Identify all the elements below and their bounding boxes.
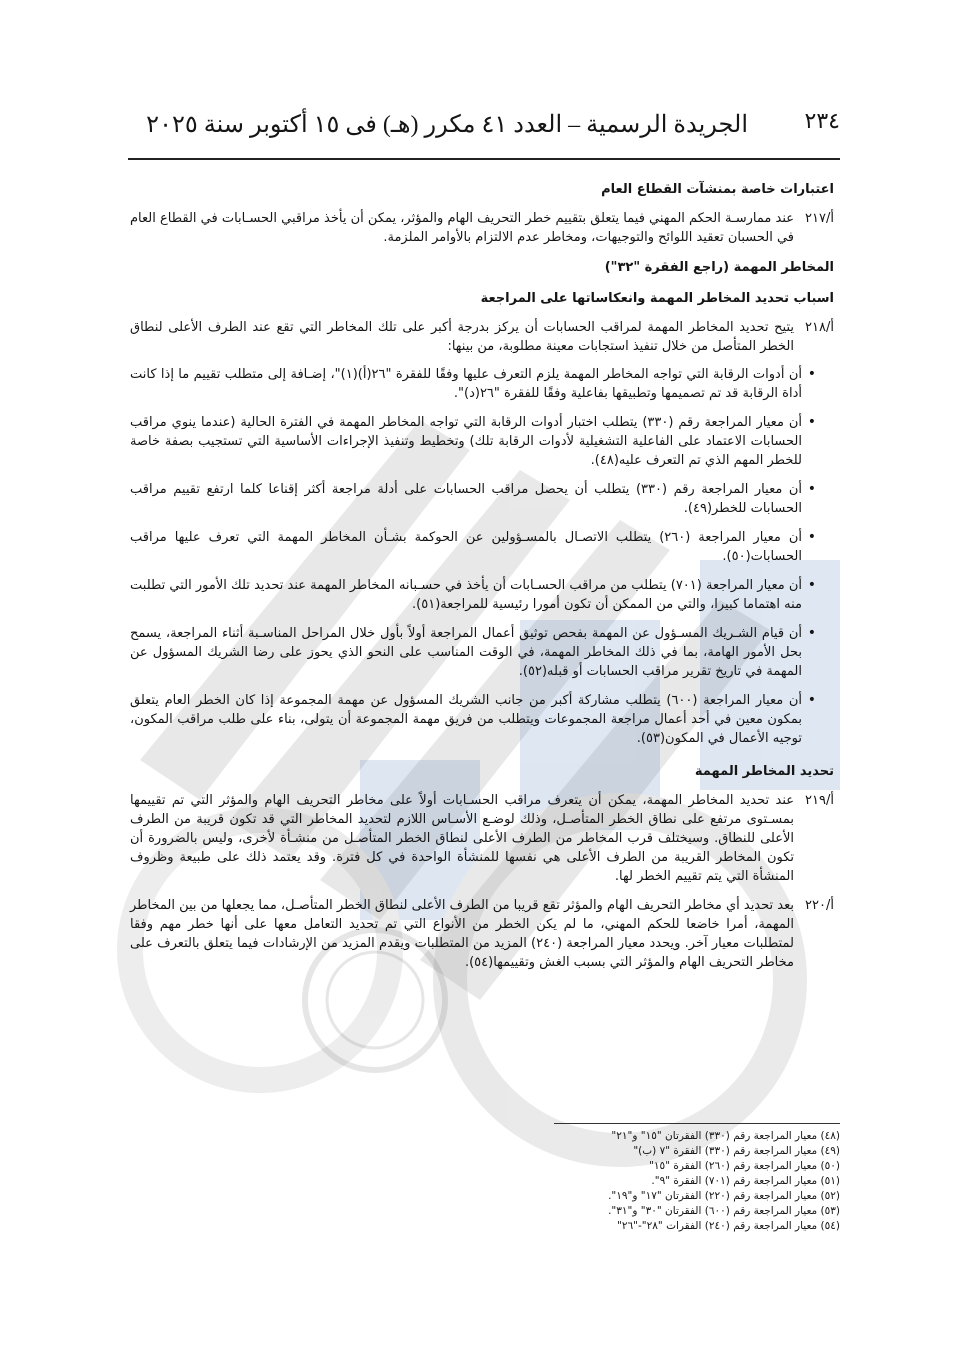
gazette-title: الجريدة الرسمية – العدد ٤١ مكرر (هـ) فى ١٥ أكتوبر سنة ٢٠٢٥ <box>146 112 748 138</box>
paragraph-text: يتيح تحديد المخاطر المهمة لمراقب الحسابات أن يركز بدرجة أكبر على تلك المخاطر التي تقع عند الطرف الأعلى لنطاق الخطر المتأصل من خلال تنفيذ استجابات معينة مطلوبة، من بينها: <box>130 320 794 354</box>
paragraph-number: أ/٢١٩ <box>805 793 834 808</box>
list-item: • أن قيام الشـريك المسـؤول عن المهمة بفحص توثيق أعمال المراجعة أولاً بأول خلال المراحل المناسـبة أثناء المراجعة، يسمح بحل الأمور الهامة، بما في ذلك المخاطر المهمة، في الوقت المناسب على النحو الذي يحوز على رضا الشريك المسؤول عن المهمة في تاريخ تقرير مراقب الحسابات أو قبله(٥٢). <box>130 624 816 681</box>
footnote: (٤٩) معيار المراجعة رقم (٣٣٠) الفقرة "٧ (ب)" <box>633 1145 840 1157</box>
paragraph-text: بعد تحديد أي مخاطر التحريف الهام والمؤثر تقع قريبا من الطرف الأعلى لنطاق الخطر المتأصـل، مما يجعلها من بين المخاطر المهمة، أمرا خاضعا للحكم المهني، ما لم يكن الخطر من الأنواع التي تم تحديد التعامل معها على أنها خطر مهم وفقا لمتطلبات معيار آخر. ويحدد معيار المراجعة (٢٤٠) المزيد من المتطلبات ويقدم المزيد من الإرشادات فيما يتعلق بالتعرف على مخاطر التحريف الهام والمؤثر التي بسبب الغش وتقييمها(٥٤). <box>130 898 795 970</box>
paragraph-220 <box>130 896 834 972</box>
section-heading-identifying-risks: تحديد المخاطر المهمة <box>694 764 834 779</box>
paragraph-text: عند تحديد المخاطر المهمة، يمكن أن يتعرف مراقب الحسـابات أولاً على مخاطر التحريف الهام والمؤثر التي تم تقييمها بمسـتوى مرتفع على نطاق الخطر المتأصـل، وذلك لوضـع الأسـاس اللازم لتحديد المخاطر التي قد تكون قريبة من الطرف الأعلى للنطاق. وسيختلف قرب المخاطر من الطرف الأعلى لنطاق الخطر المتأصـل من منشـأة لأخرى، وليس بالضرورة أن تكون المخاطر القريبة من الطرف الأعلى هي نفسها للمنشأة الواحدة في كل فترة. وقد يعتمد ذلك على طبيعة وظروف المنشأة التي يتم تقييم الخطر لها. <box>130 793 794 884</box>
list-item: • أن معيار المراجعة (٦٠٠) يتطلب مشاركة أكبر من جانب الشريك المسؤول عن مهمة المجموعة إذا كان الخطر العام يتعلق بمكون معين في أحد أعمال مراجعة المجموعات ويتطلب من فريق مهمة المجموعة أن يتولى، بناء على طلب مراقب المكون، توجيه الأعمال في المكون(٥٣). <box>130 691 816 748</box>
section-heading-reasons: اسباب تحديد المخاطر المهمة وانعكاساتها على المراجعة <box>480 291 834 306</box>
page-number: ٢٣٤ <box>804 108 840 133</box>
paragraph-number: أ/٢٢٠ <box>805 898 834 913</box>
list-item: • أن معيار المراجعة (٢٦٠) يتطلب الاتصـال بالمسـؤولين عن الحوكمة بشـأن المخاطر المهمة التي تعرف عليها مراقب الحسابات(٥٠). <box>130 528 816 566</box>
footnote: (٥٠) معيار المراجعة رقم (٢٦٠) الفقرة "١٥" <box>649 1160 840 1172</box>
section-heading-significant-risks: المخاطر المهمة (راجع الفقرة "٣٢") <box>604 260 834 275</box>
list-item: • أن معيار المراجعة رقم (٣٣٠) يتطلب أن يحصل مراقب الحسابات على أدلة مراجعة أكثر إقناعا كلما ارتفع تقييم مراقب الحسابات للخطر(٤٩). <box>130 480 816 518</box>
list-item: • أن أدوات الرقابة التي تواجه المخاطر المهمة يلزم التعرف عليها وفقًا للفقرة "٢٦(أ)(١)"، إضـافة إلى متطلب تقييم ما إذا كانت أداة الرقابة قد تم تصميمها وتطبيقها بفاعلية وفقًا للفقرة "٢٦(د)". <box>130 365 816 403</box>
section-heading-public-sector: اعتبارات خاصة بمنشآت القطاع العام <box>601 182 834 197</box>
paragraph-number: أ/٢١٧ <box>805 211 834 226</box>
footnote: (٥٢) معيار المراجعة رقم (٢٢٠) الفقرتان "١٧" و"١٩". <box>608 1190 840 1202</box>
footnote: (٥٣) معيار المراجعة رقم (٦٠٠) الفقرتان "٣٠" و"٣١". <box>608 1205 840 1217</box>
paragraph-text: عند ممارسـة الحكم المهني فيما يتعلق بتقييم خطر التحريف الهام والمؤثر، يمكن أن يأخذ مراقبي الحسـابات في القطاع العام في الحسبان تعقيد اللوائح والتوجيهات، ومخاطر عدم الالتزام بالأوامر الملزمة. <box>130 211 794 245</box>
paragraph-219 <box>130 791 834 886</box>
list-item: • أن معيار المراجعة رقم (٣٣٠) يتطلب اختبار أدوات الرقابة التي تواجه المخاطر المهمة في الفترة الحالية (عندما ينوي مراقب الحسابات الاعتماد على الفاعلية التشغيلية لأدوات الرقابة تلك) وتخطيط وتنفيذ الإجراءات الأساسية التي تستجيب بصفة خاصة للخطر المهم الذي تم التعرف عليه(٤٨). <box>130 413 816 470</box>
footnote: (٥٤) معيار المراجعة رقم (٢٤٠) الفقرات "٢٨"-"٢٦" <box>617 1220 840 1232</box>
paragraph-217 <box>130 209 834 247</box>
footnotes <box>540 1129 840 1234</box>
page-header <box>128 100 840 160</box>
footnote: (٤٨) معيار المراجعة رقم (٣٣٠) الفقرتان "١٥" و"٢١" <box>611 1130 840 1142</box>
paragraph-218 <box>130 318 834 356</box>
body-content <box>130 180 834 972</box>
footnote: (٥١) معيار المراجعة رقم (٧٠١) الفقرة "٩". <box>651 1175 840 1187</box>
list-item: • أن معيار المراجعة (٧٠١) يتطلب من مراقب الحسـابات أن يأخذ في حسـبانه المخاطر المهمة عند تحديد تلك الأمور التي تطلبت منه اهتماما كبيرا، والتي من الممكن أن تكون أمورا رئيسية للمراجعة(٥١). <box>130 576 816 614</box>
bullet-list <box>130 365 834 748</box>
paragraph-number: أ/٢١٨ <box>805 320 834 335</box>
footnote-divider <box>554 1123 840 1124</box>
